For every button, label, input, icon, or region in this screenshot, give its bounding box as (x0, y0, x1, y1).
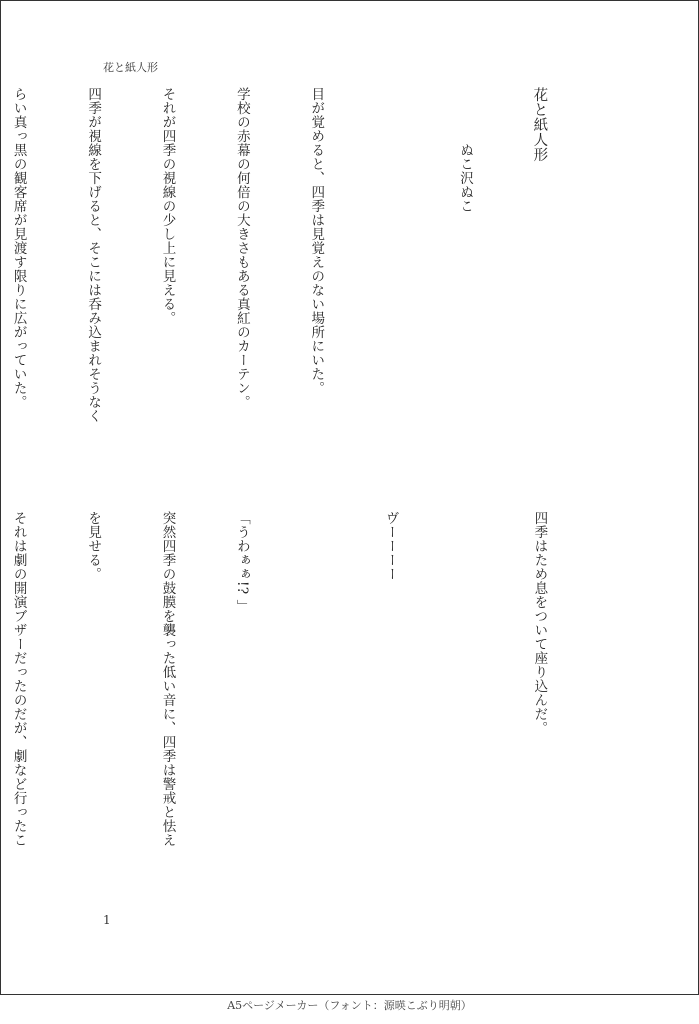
text-line (303, 511, 328, 896)
text-line: を見せる。 (85, 511, 102, 581)
author-name: ぬこ沢ぬこ (457, 87, 474, 213)
page-number: 1 (103, 913, 111, 927)
text-line: それが四季の視線の少し上に見える。 (159, 87, 176, 325)
text-line: 目が覚めると、四季は見覚えのない場所にいた。 (308, 87, 325, 395)
text-line: 四季はため息をついて座り込んだ。 (531, 511, 548, 735)
story-title: 花と紙人形 (531, 87, 548, 162)
text-line: 突然四季の鼓膜を襲った低い音に、四季は警戒と怯え (159, 511, 176, 847)
text-block-top (0, 87, 601, 487)
running-title: 花と紙人形 (103, 61, 158, 74)
text-line: それは劇の開演ブザーだったのだが、劇など行ったこ (10, 511, 27, 847)
text-line: らい真っ黒の観客席が見渡す限りに広がっていた。 (10, 87, 27, 409)
text-line: ヴーーーー (382, 511, 399, 581)
text-line (452, 511, 477, 896)
footer-credit: A5ページメーカー（フォント：源暎こぶり明朝） (227, 999, 472, 1012)
text-line: 四季が視線を下げると、そこには呑み込まれそうなく (85, 87, 102, 423)
text-line (378, 87, 403, 487)
text-block-bottom (0, 511, 601, 896)
text-line: 学校の赤幕の何倍の大きさもある真紅のカーテン。 (233, 87, 250, 409)
text-line: 「うわぁぁ!? 」 (233, 511, 250, 614)
